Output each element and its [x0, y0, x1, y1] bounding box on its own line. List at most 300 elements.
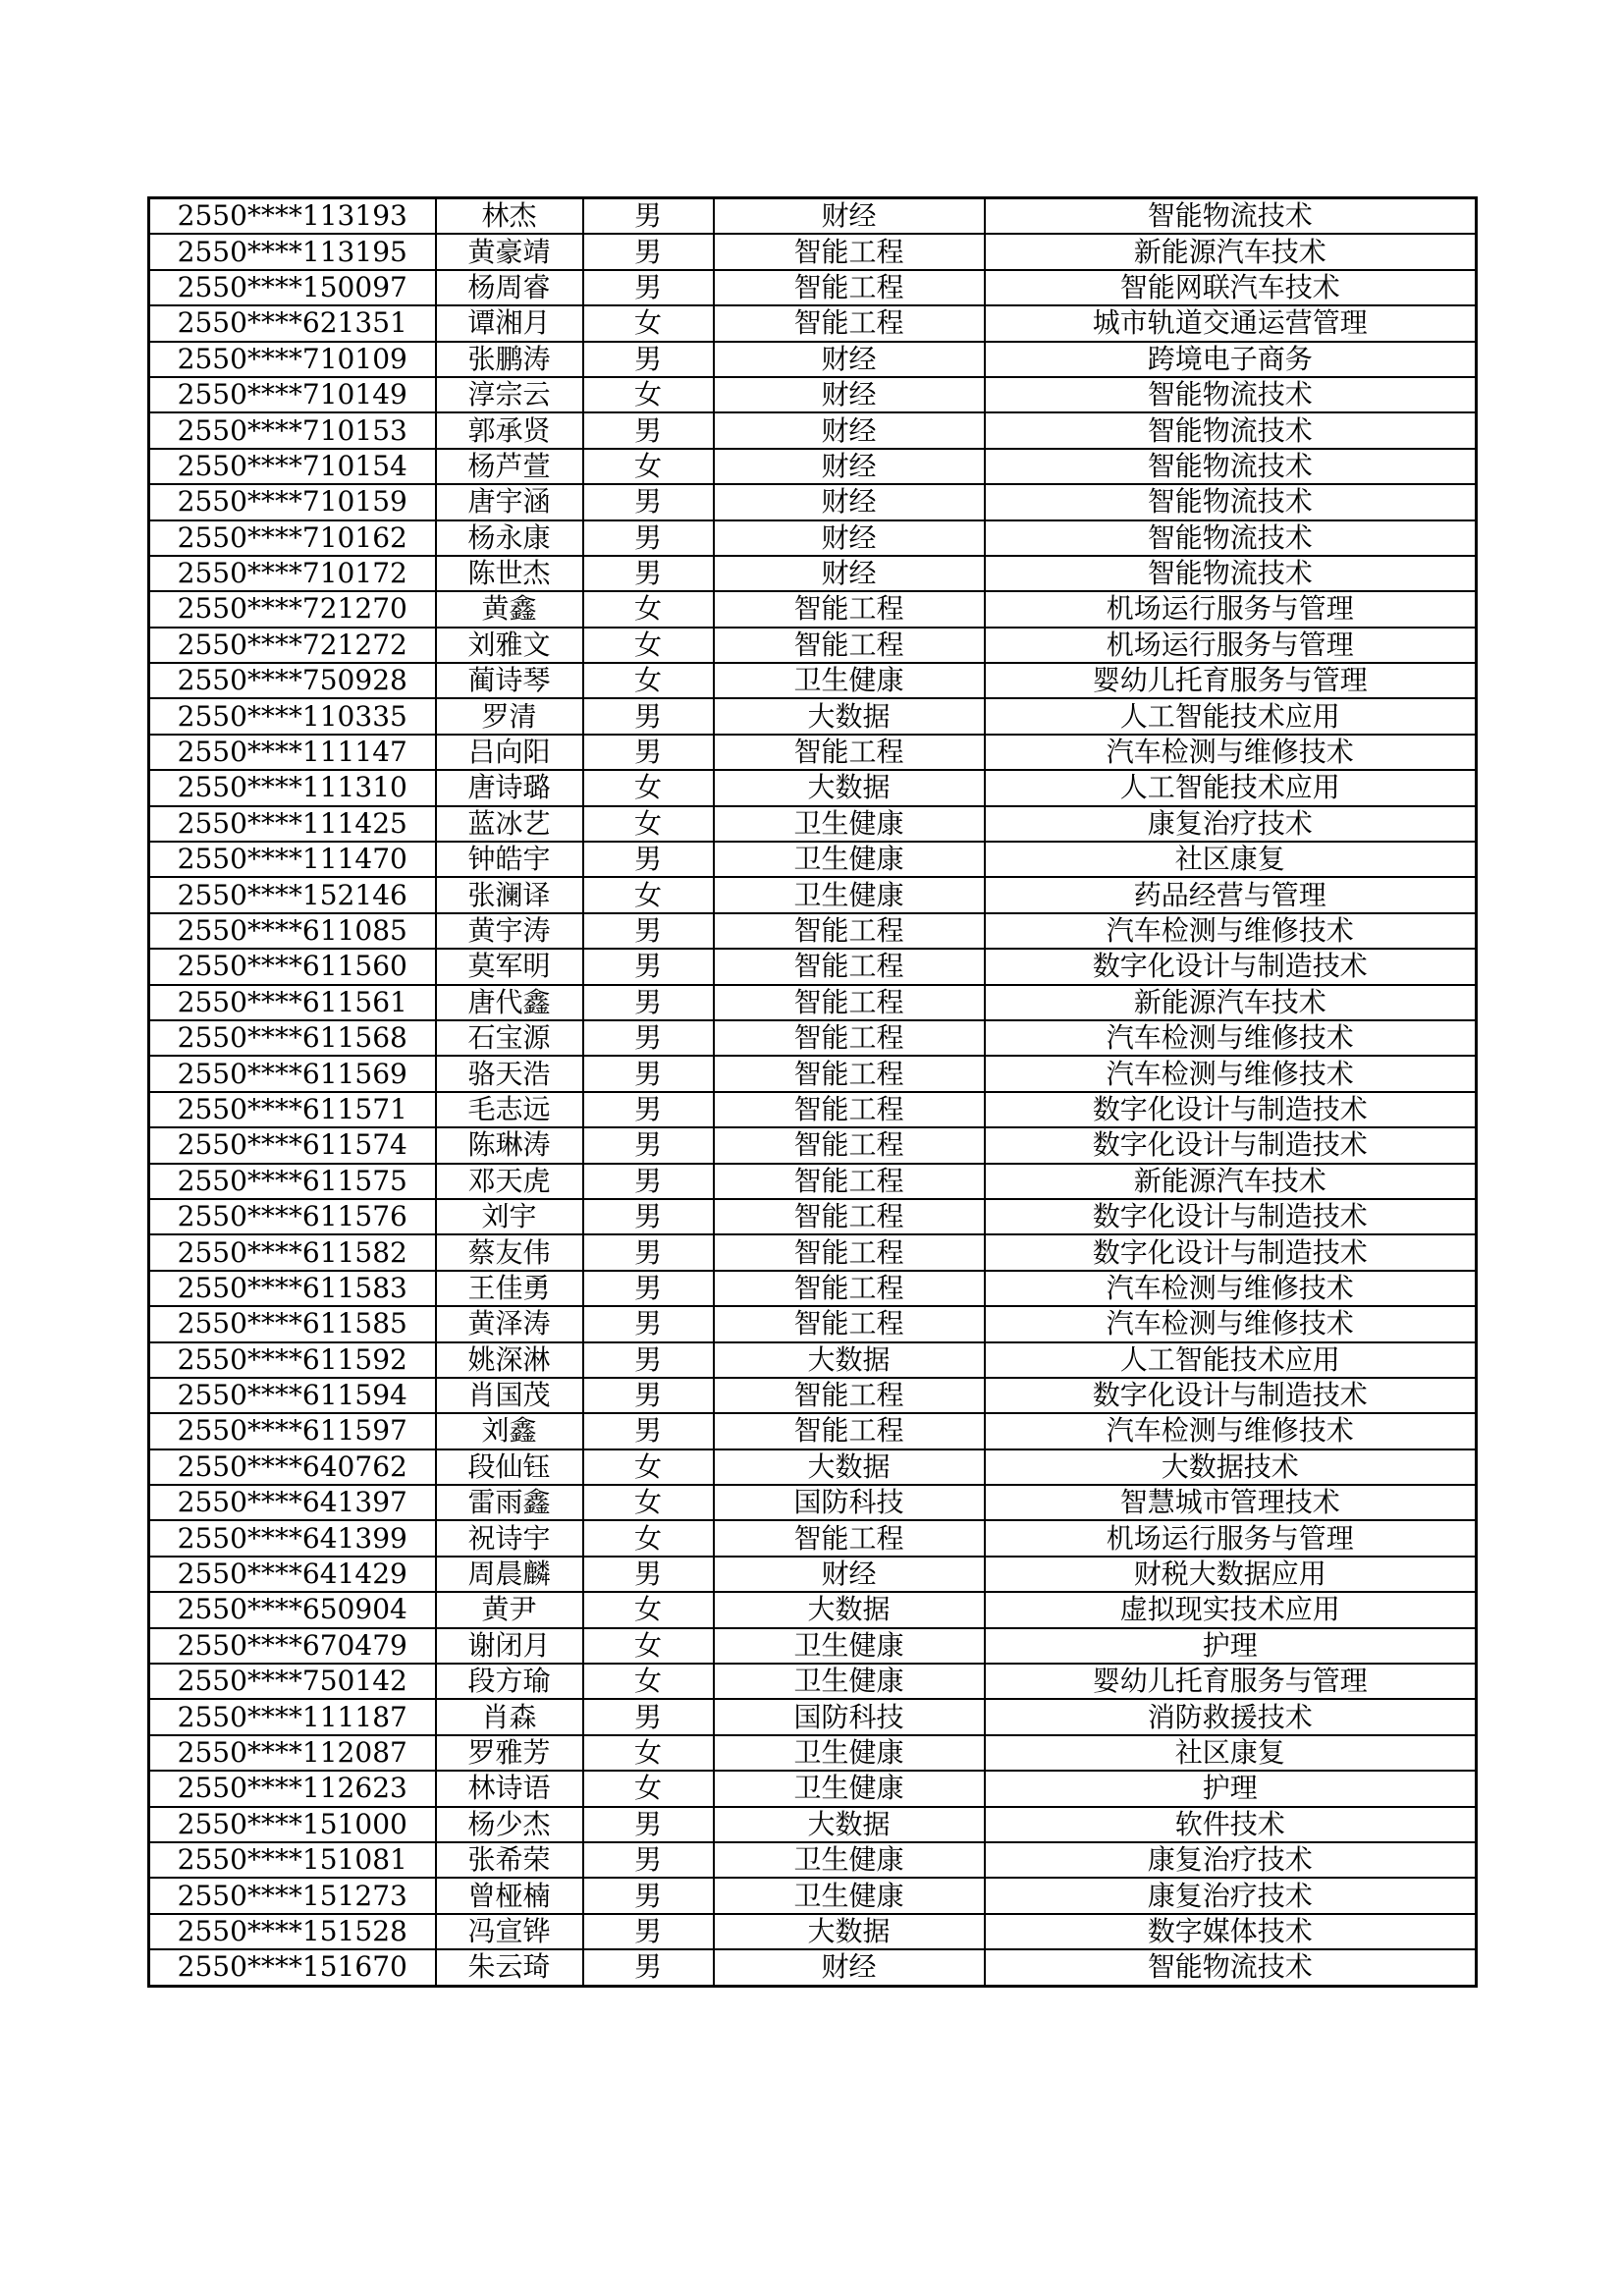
student-name-cell: 蓝冰艺	[436, 806, 583, 842]
gender-cell: 女	[583, 591, 714, 627]
college-cell: 卫生健康	[714, 1842, 985, 1878]
gender-cell: 男	[583, 1557, 714, 1592]
college-cell: 财经	[714, 377, 985, 412]
major-cell: 汽车检测与维修技术	[985, 1020, 1477, 1056]
college-cell: 智能工程	[714, 1020, 985, 1056]
student-name-cell: 唐诗璐	[436, 770, 583, 805]
major-cell: 虚拟现实技术应用	[985, 1592, 1477, 1627]
gender-cell: 男	[583, 1127, 714, 1163]
college-cell: 智能工程	[714, 1164, 985, 1199]
major-cell: 汽车检测与维修技术	[985, 1413, 1477, 1449]
table-row	[149, 1234, 1477, 1270]
student-id-cell: 2550****611576	[149, 1199, 436, 1234]
college-cell: 卫生健康	[714, 806, 985, 842]
gender-cell: 女	[583, 1520, 714, 1556]
table-row	[149, 1056, 1477, 1091]
college-cell: 财经	[714, 198, 985, 235]
gender-cell: 男	[583, 1878, 714, 1913]
table-row	[149, 342, 1477, 377]
table-row	[149, 877, 1477, 912]
student-name-cell: 蔡友伟	[436, 1234, 583, 1270]
college-cell: 智能工程	[714, 1378, 985, 1413]
college-cell: 智能工程	[714, 628, 985, 663]
gender-cell: 男	[583, 484, 714, 519]
major-cell: 汽车检测与维修技术	[985, 1271, 1477, 1306]
student-id-cell: 2550****611574	[149, 1127, 436, 1163]
major-cell: 数字化设计与制造技术	[985, 949, 1477, 984]
gender-cell: 男	[583, 198, 714, 235]
gender-cell: 男	[583, 270, 714, 305]
gender-cell: 男	[583, 1306, 714, 1341]
table-row	[149, 1664, 1477, 1699]
gender-cell: 男	[583, 1092, 714, 1127]
gender-cell: 男	[583, 520, 714, 556]
major-cell: 社区康复	[985, 842, 1477, 877]
student-name-cell: 张澜译	[436, 877, 583, 912]
student-name-cell: 周晨麟	[436, 1557, 583, 1592]
gender-cell: 男	[583, 234, 714, 269]
table-row	[149, 949, 1477, 984]
table-row	[149, 913, 1477, 949]
student-id-cell: 2550****621351	[149, 305, 436, 341]
student-name-cell: 黄豪靖	[436, 234, 583, 269]
gender-cell: 女	[583, 1771, 714, 1806]
student-name-cell: 吕向阳	[436, 735, 583, 770]
gender-cell: 男	[583, 698, 714, 734]
major-cell: 数字化设计与制造技术	[985, 1127, 1477, 1163]
gender-cell: 女	[583, 628, 714, 663]
table-row	[149, 1771, 1477, 1806]
student-name-cell: 刘宇	[436, 1199, 583, 1234]
table-row	[149, 1735, 1477, 1771]
major-cell: 智能网联汽车技术	[985, 270, 1477, 305]
college-cell: 卫生健康	[714, 1878, 985, 1913]
major-cell: 大数据技术	[985, 1449, 1477, 1485]
college-cell: 国防科技	[714, 1485, 985, 1520]
gender-cell: 女	[583, 305, 714, 341]
major-cell: 智能物流技术	[985, 412, 1477, 448]
major-cell: 婴幼儿托育服务与管理	[985, 1664, 1477, 1699]
table-row	[149, 234, 1477, 269]
student-id-cell: 2550****611569	[149, 1056, 436, 1091]
major-cell: 社区康复	[985, 1735, 1477, 1771]
major-cell: 药品经营与管理	[985, 877, 1477, 912]
major-cell: 新能源汽车技术	[985, 985, 1477, 1020]
major-cell: 汽车检测与维修技术	[985, 913, 1477, 949]
student-name-cell: 刘雅文	[436, 628, 583, 663]
college-cell: 财经	[714, 556, 985, 591]
major-cell: 数字媒体技术	[985, 1914, 1477, 1949]
student-name-cell: 张希荣	[436, 1842, 583, 1878]
table-row	[149, 484, 1477, 519]
college-cell: 国防科技	[714, 1699, 985, 1734]
table-row	[149, 1699, 1477, 1734]
major-cell: 机场运行服务与管理	[985, 628, 1477, 663]
student-name-cell: 黄尹	[436, 1592, 583, 1627]
student-name-cell: 王佳勇	[436, 1271, 583, 1306]
student-name-cell: 谭湘月	[436, 305, 583, 341]
student-name-cell: 罗雅芳	[436, 1735, 583, 1771]
student-id-cell: 2550****670479	[149, 1628, 436, 1664]
student-id-cell: 2550****151000	[149, 1807, 436, 1842]
table-row	[149, 520, 1477, 556]
student-name-cell: 毛志远	[436, 1092, 583, 1127]
student-id-cell: 2550****611568	[149, 1020, 436, 1056]
major-cell: 城市轨道交通运营管理	[985, 305, 1477, 341]
gender-cell: 女	[583, 1664, 714, 1699]
student-id-cell: 2550****113193	[149, 198, 436, 235]
college-cell: 大数据	[714, 770, 985, 805]
gender-cell: 男	[583, 1807, 714, 1842]
major-cell: 康复治疗技术	[985, 1842, 1477, 1878]
major-cell: 软件技术	[985, 1807, 1477, 1842]
gender-cell: 男	[583, 1949, 714, 1986]
major-cell: 机场运行服务与管理	[985, 591, 1477, 627]
table-row	[149, 663, 1477, 698]
student-name-cell: 雷雨鑫	[436, 1485, 583, 1520]
table-row	[149, 1807, 1477, 1842]
major-cell: 智能物流技术	[985, 1949, 1477, 1986]
student-id-cell: 2550****611597	[149, 1413, 436, 1449]
gender-cell: 男	[583, 342, 714, 377]
major-cell: 汽车检测与维修技术	[985, 1056, 1477, 1091]
college-cell: 大数据	[714, 1807, 985, 1842]
college-cell: 智能工程	[714, 234, 985, 269]
student-name-cell: 朱云琦	[436, 1949, 583, 1986]
college-cell: 智能工程	[714, 735, 985, 770]
student-id-cell: 2550****641399	[149, 1520, 436, 1556]
student-name-cell: 谢闭月	[436, 1628, 583, 1664]
student-id-cell: 2550****110335	[149, 698, 436, 734]
roster-table-body	[149, 198, 1477, 1987]
gender-cell: 女	[583, 1449, 714, 1485]
gender-cell: 男	[583, 949, 714, 984]
student-id-cell: 2550****710162	[149, 520, 436, 556]
college-cell: 卫生健康	[714, 1735, 985, 1771]
table-row	[149, 628, 1477, 663]
gender-cell: 男	[583, 1271, 714, 1306]
student-name-cell: 罗清	[436, 698, 583, 734]
gender-cell: 男	[583, 1914, 714, 1949]
student-id-cell: 2550****111470	[149, 842, 436, 877]
college-cell: 智能工程	[714, 1234, 985, 1270]
table-row	[149, 198, 1477, 235]
student-id-cell: 2550****111147	[149, 735, 436, 770]
major-cell: 智能物流技术	[985, 377, 1477, 412]
college-cell: 卫生健康	[714, 1664, 985, 1699]
college-cell: 卫生健康	[714, 1771, 985, 1806]
student-id-cell: 2550****611560	[149, 949, 436, 984]
table-row	[149, 556, 1477, 591]
college-cell: 大数据	[714, 1342, 985, 1378]
student-name-cell: 祝诗宇	[436, 1520, 583, 1556]
college-cell: 财经	[714, 342, 985, 377]
gender-cell: 女	[583, 377, 714, 412]
gender-cell: 女	[583, 1735, 714, 1771]
student-name-cell: 莫军明	[436, 949, 583, 984]
student-id-cell: 2550****611561	[149, 985, 436, 1020]
college-cell: 智能工程	[714, 270, 985, 305]
student-id-cell: 2550****710149	[149, 377, 436, 412]
student-id-cell: 2550****611594	[149, 1378, 436, 1413]
college-cell: 智能工程	[714, 1199, 985, 1234]
gender-cell: 男	[583, 842, 714, 877]
table-row	[149, 770, 1477, 805]
table-row	[149, 1127, 1477, 1163]
student-id-cell: 2550****721272	[149, 628, 436, 663]
major-cell: 新能源汽车技术	[985, 1164, 1477, 1199]
major-cell: 机场运行服务与管理	[985, 1520, 1477, 1556]
gender-cell: 女	[583, 663, 714, 698]
major-cell: 智能物流技术	[985, 556, 1477, 591]
college-cell: 财经	[714, 412, 985, 448]
student-id-cell: 2550****152146	[149, 877, 436, 912]
table-row	[149, 1199, 1477, 1234]
student-name-cell: 黄泽涛	[436, 1306, 583, 1341]
student-id-cell: 2550****750928	[149, 663, 436, 698]
table-row	[149, 1020, 1477, 1056]
student-name-cell: 肖森	[436, 1699, 583, 1734]
student-id-cell: 2550****710109	[149, 342, 436, 377]
major-cell: 智能物流技术	[985, 484, 1477, 519]
major-cell: 人工智能技术应用	[985, 1342, 1477, 1378]
major-cell: 护理	[985, 1628, 1477, 1664]
gender-cell: 男	[583, 1699, 714, 1734]
table-row	[149, 1271, 1477, 1306]
student-id-cell: 2550****611575	[149, 1164, 436, 1199]
student-name-cell: 黄宇涛	[436, 913, 583, 949]
student-id-cell: 2550****611592	[149, 1342, 436, 1378]
gender-cell: 男	[583, 1342, 714, 1378]
major-cell: 财税大数据应用	[985, 1557, 1477, 1592]
table-row	[149, 735, 1477, 770]
college-cell: 财经	[714, 484, 985, 519]
table-row	[149, 1842, 1477, 1878]
student-name-cell: 陈琳涛	[436, 1127, 583, 1163]
student-name-cell: 林杰	[436, 198, 583, 235]
student-name-cell: 杨少杰	[436, 1807, 583, 1842]
gender-cell: 女	[583, 1592, 714, 1627]
student-id-cell: 2550****112087	[149, 1735, 436, 1771]
major-cell: 汽车检测与维修技术	[985, 1306, 1477, 1341]
table-row	[149, 305, 1477, 341]
student-id-cell: 2550****611583	[149, 1271, 436, 1306]
student-id-cell: 2550****721270	[149, 591, 436, 627]
table-row	[149, 842, 1477, 877]
table-row	[149, 1520, 1477, 1556]
college-cell: 智能工程	[714, 1413, 985, 1449]
student-id-cell: 2550****710154	[149, 449, 436, 484]
gender-cell: 男	[583, 412, 714, 448]
student-id-cell: 2550****710172	[149, 556, 436, 591]
college-cell: 大数据	[714, 1449, 985, 1485]
gender-cell: 男	[583, 1199, 714, 1234]
major-cell: 数字化设计与制造技术	[985, 1199, 1477, 1234]
college-cell: 卫生健康	[714, 1628, 985, 1664]
college-cell: 智能工程	[714, 591, 985, 627]
major-cell: 数字化设计与制造技术	[985, 1234, 1477, 1270]
major-cell: 护理	[985, 1771, 1477, 1806]
major-cell: 人工智能技术应用	[985, 698, 1477, 734]
major-cell: 消防救援技术	[985, 1699, 1477, 1734]
student-name-cell: 曾桠楠	[436, 1878, 583, 1913]
college-cell: 大数据	[714, 698, 985, 734]
student-name-cell: 杨周睿	[436, 270, 583, 305]
college-cell: 智能工程	[714, 1520, 985, 1556]
college-cell: 智能工程	[714, 949, 985, 984]
student-name-cell: 唐代鑫	[436, 985, 583, 1020]
major-cell: 跨境电子商务	[985, 342, 1477, 377]
table-row	[149, 1485, 1477, 1520]
student-name-cell: 淳宗云	[436, 377, 583, 412]
admission-roster-table	[147, 196, 1478, 1988]
college-cell: 财经	[714, 449, 985, 484]
student-id-cell: 2550****611585	[149, 1306, 436, 1341]
student-id-cell: 2550****111310	[149, 770, 436, 805]
gender-cell: 女	[583, 877, 714, 912]
student-id-cell: 2550****611582	[149, 1234, 436, 1270]
gender-cell: 男	[583, 1234, 714, 1270]
student-name-cell: 张鹏涛	[436, 342, 583, 377]
major-cell: 智能物流技术	[985, 520, 1477, 556]
table-row	[149, 1413, 1477, 1449]
gender-cell: 男	[583, 1378, 714, 1413]
student-id-cell: 2550****112623	[149, 1771, 436, 1806]
gender-cell: 男	[583, 556, 714, 591]
student-name-cell: 杨芦萱	[436, 449, 583, 484]
table-row	[149, 1628, 1477, 1664]
student-name-cell: 冯宣铧	[436, 1914, 583, 1949]
college-cell: 智能工程	[714, 985, 985, 1020]
student-id-cell: 2550****151670	[149, 1949, 436, 1986]
student-id-cell: 2550****641429	[149, 1557, 436, 1592]
major-cell: 婴幼儿托育服务与管理	[985, 663, 1477, 698]
college-cell: 智能工程	[714, 1306, 985, 1341]
table-row	[149, 1342, 1477, 1378]
table-row	[149, 806, 1477, 842]
major-cell: 数字化设计与制造技术	[985, 1092, 1477, 1127]
table-row	[149, 1592, 1477, 1627]
student-id-cell: 2550****151528	[149, 1914, 436, 1949]
major-cell: 新能源汽车技术	[985, 234, 1477, 269]
gender-cell: 女	[583, 770, 714, 805]
gender-cell: 女	[583, 1628, 714, 1664]
student-id-cell: 2550****611571	[149, 1092, 436, 1127]
college-cell: 卫生健康	[714, 663, 985, 698]
college-cell: 智能工程	[714, 913, 985, 949]
college-cell: 大数据	[714, 1592, 985, 1627]
gender-cell: 男	[583, 985, 714, 1020]
student-name-cell: 肖国茂	[436, 1378, 583, 1413]
table-row	[149, 1164, 1477, 1199]
major-cell: 人工智能技术应用	[985, 770, 1477, 805]
gender-cell: 男	[583, 1020, 714, 1056]
table-row	[149, 412, 1477, 448]
table-row	[149, 1449, 1477, 1485]
student-name-cell: 钟皓宇	[436, 842, 583, 877]
college-cell: 财经	[714, 1557, 985, 1592]
college-cell: 卫生健康	[714, 877, 985, 912]
table-row	[149, 449, 1477, 484]
table-row	[149, 270, 1477, 305]
student-name-cell: 杨永康	[436, 520, 583, 556]
table-row	[149, 985, 1477, 1020]
college-cell: 大数据	[714, 1914, 985, 1949]
student-id-cell: 2550****750142	[149, 1664, 436, 1699]
college-cell: 智能工程	[714, 1092, 985, 1127]
student-id-cell: 2550****710153	[149, 412, 436, 448]
gender-cell: 女	[583, 1485, 714, 1520]
student-name-cell: 骆天浩	[436, 1056, 583, 1091]
student-id-cell: 2550****611085	[149, 913, 436, 949]
table-row	[149, 1306, 1477, 1341]
college-cell: 智能工程	[714, 305, 985, 341]
student-id-cell: 2550****640762	[149, 1449, 436, 1485]
student-name-cell: 林诗语	[436, 1771, 583, 1806]
major-cell: 智能物流技术	[985, 198, 1477, 235]
student-name-cell: 郭承贤	[436, 412, 583, 448]
gender-cell: 女	[583, 806, 714, 842]
major-cell: 数字化设计与制造技术	[985, 1378, 1477, 1413]
student-id-cell: 2550****641397	[149, 1485, 436, 1520]
table-row	[149, 1878, 1477, 1913]
college-cell: 智能工程	[714, 1271, 985, 1306]
table-row	[149, 698, 1477, 734]
student-name-cell: 姚深淋	[436, 1342, 583, 1378]
student-name-cell: 黄鑫	[436, 591, 583, 627]
major-cell: 智慧城市管理技术	[985, 1485, 1477, 1520]
gender-cell: 男	[583, 735, 714, 770]
table-row	[149, 1092, 1477, 1127]
student-id-cell: 2550****150097	[149, 270, 436, 305]
table-row	[149, 1557, 1477, 1592]
student-name-cell: 刘鑫	[436, 1413, 583, 1449]
student-id-cell: 2550****113195	[149, 234, 436, 269]
college-cell: 卫生健康	[714, 842, 985, 877]
gender-cell: 男	[583, 1842, 714, 1878]
student-id-cell: 2550****710159	[149, 484, 436, 519]
student-id-cell: 2550****111187	[149, 1699, 436, 1734]
college-cell: 智能工程	[714, 1127, 985, 1163]
student-name-cell: 段仙钰	[436, 1449, 583, 1485]
student-name-cell: 唐宇涵	[436, 484, 583, 519]
student-name-cell: 段方瑜	[436, 1664, 583, 1699]
student-name-cell: 蔺诗琴	[436, 663, 583, 698]
major-cell: 汽车检测与维修技术	[985, 735, 1477, 770]
student-id-cell: 2550****151081	[149, 1842, 436, 1878]
student-name-cell: 石宝源	[436, 1020, 583, 1056]
student-name-cell: 陈世杰	[436, 556, 583, 591]
table-row	[149, 591, 1477, 627]
table-row	[149, 377, 1477, 412]
major-cell: 智能物流技术	[985, 449, 1477, 484]
student-id-cell: 2550****151273	[149, 1878, 436, 1913]
student-name-cell: 邓天虎	[436, 1164, 583, 1199]
gender-cell: 男	[583, 913, 714, 949]
gender-cell: 男	[583, 1164, 714, 1199]
table-row	[149, 1949, 1477, 1986]
student-id-cell: 2550****111425	[149, 806, 436, 842]
major-cell: 康复治疗技术	[985, 806, 1477, 842]
student-id-cell: 2550****650904	[149, 1592, 436, 1627]
gender-cell: 男	[583, 1413, 714, 1449]
gender-cell: 女	[583, 449, 714, 484]
college-cell: 智能工程	[714, 1056, 985, 1091]
major-cell: 康复治疗技术	[985, 1878, 1477, 1913]
table-row	[149, 1914, 1477, 1949]
gender-cell: 男	[583, 1056, 714, 1091]
college-cell: 财经	[714, 1949, 985, 1986]
